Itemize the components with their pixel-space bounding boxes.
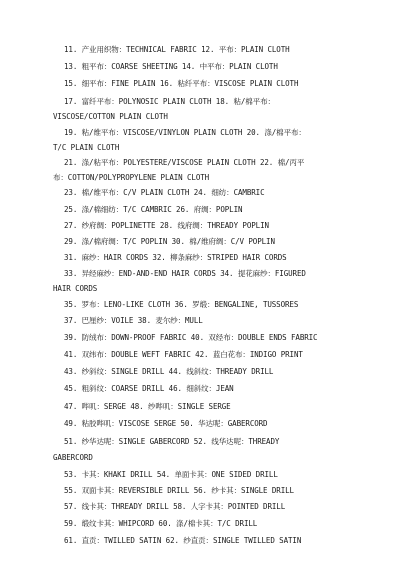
text-line: 19. 粘/维平布：VISCOSE/VINYLON PLAIN CLOTH 20. 涤/棉平布： [64,128,306,137]
text-line: 55. 双面卡其：REVERSIBLE DRILL 56. 纱卡其：SINGLE DRILL [64,486,294,495]
text-line: 17. 富纤平布：POLYNOSIC PLAIN CLOTH 18. 粘/棉平布： [64,97,275,106]
text-line: 25. 涤/棉细纺：T/C CAMBRIC 26. 府绸：POPLIN [64,205,243,214]
text-line: 11. 产业用织物：TECHNICAL FABRIC 12. 平布：PLAIN CLOTH [64,45,290,54]
text-line: 57. 线卡其：THREADY DRILL 58. 人字卡其：POINTED DRILL [64,502,286,511]
text-line: 29. 涤/棉府绸：T/C POPLIN 30. 棉/维府绸：C/V POPLIN [64,237,275,246]
text-line: 45. 粗斜纹：COARSE DRILL 46. 细斜纹：JEAN [64,384,234,393]
text-line: HAIR CORDS [53,284,98,293]
text-line: 13. 粗平布：COARSE SHEETING 14. 中平布：PLAIN CLOTH [64,62,278,71]
text-line: T/C PLAIN CLOTH [53,143,120,152]
text-line: 39. 防绒布：DOWN-PROOF FABRIC 40. 双经布：DOUBLE ENDS FABRIC [64,333,318,342]
text-line: 布：COTTON/POLYPROPYLENE PLAIN CLOTH [53,173,210,182]
text-line: 59. 缎纹卡其：WHIPCORD 60. 涤/棉卡其：T/C DRILL [64,519,258,528]
text-line: 61. 直贡：TWILLED SATIN 62. 纱直贡：SINGLE TWILLED SATIN [64,536,302,545]
text-line: 21. 涤/粘平布：POLYESTERE/VISCOSE PLAIN CLOTH 22. 棉/丙平 [64,158,305,167]
text-line: 31. 麻纱：HAIR CORDS 32. 柳条麻纱：STRIPED HAIR CORDS [64,253,287,262]
text-line: 51. 纱华达呢：SINGLE GABERCORD 52. 线华达呢：THREADY [64,437,280,446]
text-line: 37. 巴厘纱：VOILE 38. 麦尔纱：MULL [64,316,203,325]
text-line: 15. 细平布：FINE PLAIN 16. 粘纤平布：VISCOSE PLAIN CLOTH [64,79,299,88]
text-line: 23. 棉/维平布：C/V PLAIN CLOTH 24. 细纺：CAMBRIC [64,188,265,197]
text-line: 33. 异经麻纱：END-AND-END HAIR CORDS 34. 提花麻纱：FIGURED [64,269,306,278]
text-line: 43. 纱斜纹：SINGLE DRILL 44. 线斜纹：THREADY DRILL [64,367,274,376]
text-line: 53. 卡其：KHAKI DRILL 54. 单面卡其：ONE SIDED DRILL [64,470,278,479]
text-line: 41. 双纬布：DOUBLE WEFT FABRIC 42. 蓝白花布：INDIGO PRINT [64,350,303,359]
text-line: VISCOSE/COTTON PLAIN CLOTH [53,112,168,121]
text-line: 49. 粘胶哔叽：VISCOSE SERGE 50. 华达呢：GABERCORD [64,419,268,428]
text-line: 35. 罗布：LENO-LIKE CLOTH 36. 罗缎：BENGALINE, TUSSORES [64,300,299,309]
text-line: 47. 哔叽：SERGE 48. 纱哔叽：SINGLE SERGE [64,402,231,411]
text-line: GABERCORD [53,453,93,462]
text-line: 27. 纱府绸：POPLINETTE 28. 线府绸：THREADY POPLIN [64,221,269,230]
